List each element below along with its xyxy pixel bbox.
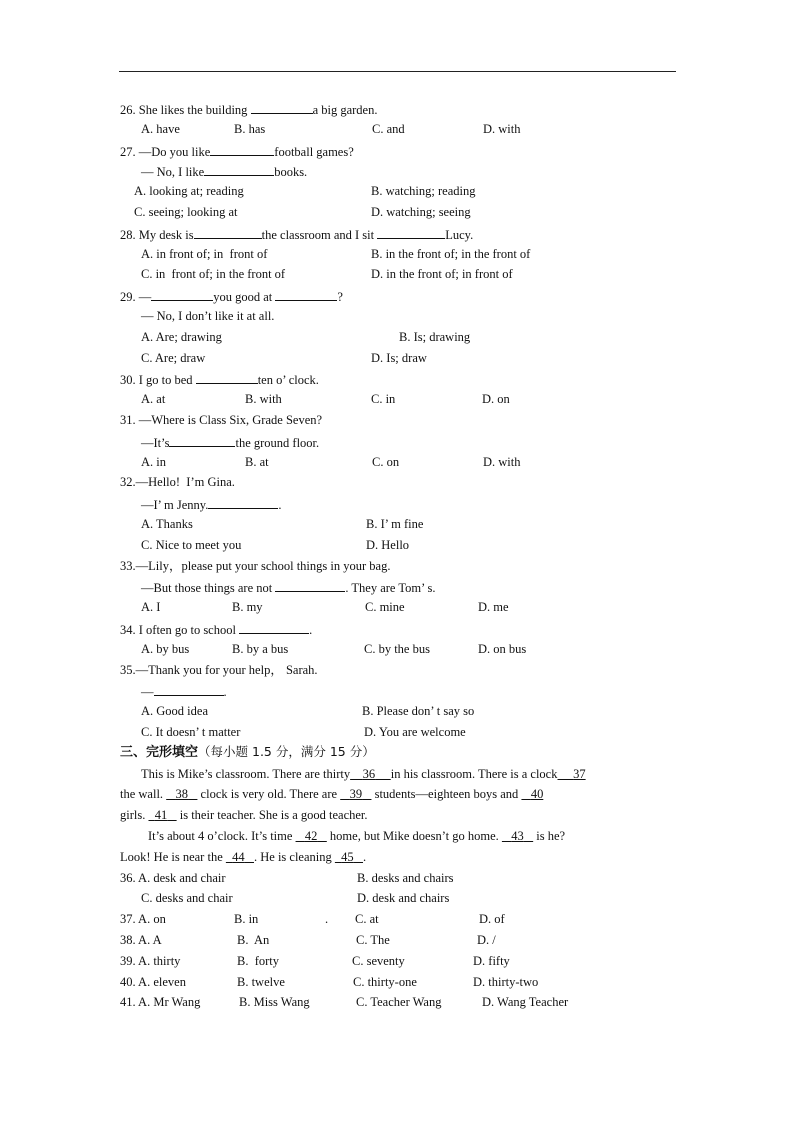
q36-option-c[interactable]: C. desks and chair	[141, 891, 233, 905]
q27-option-d[interactable]: D. watching; seeing	[371, 205, 471, 219]
q37-option-c[interactable]: C. at	[355, 912, 379, 926]
q40-option-b[interactable]: B. twelve	[237, 975, 285, 989]
answer-blank[interactable]	[251, 101, 313, 114]
blank-45[interactable]: 45	[341, 850, 354, 864]
q33-reply: —But those things are not . They are Tom’ s.	[141, 581, 436, 595]
q29-stem: 29. — you good at ?	[120, 290, 343, 304]
q29-reply: — No, I don’t like it at all.	[141, 309, 275, 323]
q30-option-a[interactable]: A. at	[141, 392, 166, 406]
answer-blank[interactable]	[275, 579, 345, 592]
q27-option-b[interactable]: B. watching; reading	[371, 184, 476, 198]
answer-blank[interactable]	[151, 288, 213, 301]
passage-line-3: girls. 41 is their teacher. She is a good teacher.	[120, 808, 368, 822]
blank-37[interactable]: 37	[573, 767, 586, 781]
passage-line-5: Look! He is near the 44 . He is cleaning 45 .	[120, 850, 367, 864]
q30-option-d[interactable]: D. on	[482, 392, 510, 406]
q31-option-a[interactable]: A. in	[141, 455, 166, 469]
answer-blank[interactable]	[194, 226, 262, 239]
answer-blank[interactable]	[377, 226, 445, 239]
answer-blank[interactable]	[169, 434, 235, 447]
q33-option-b[interactable]: B. my	[232, 600, 263, 614]
answer-blank[interactable]	[196, 371, 258, 384]
q32-reply: —I’ m Jenny. .	[141, 498, 282, 512]
blank-36[interactable]: 36	[362, 767, 376, 781]
blank-38[interactable]: 38	[175, 787, 189, 801]
q36-option-a[interactable]: 36. A. desk and chair	[120, 871, 226, 885]
q26-option-d[interactable]: D. with	[483, 122, 521, 136]
q32-option-a[interactable]: A. Thanks	[141, 517, 193, 531]
q35-option-b[interactable]: B. Please don’ t say so	[362, 704, 475, 718]
q28-option-d[interactable]: D. in the front of; in front of	[371, 267, 513, 281]
q39-option-d[interactable]: D. fifty	[473, 954, 510, 968]
q26-option-c[interactable]: C. and	[372, 122, 405, 136]
q34-stem: 34. I often go to school .	[120, 623, 313, 637]
q37-option-d[interactable]: D. of	[479, 912, 505, 926]
q32-option-b[interactable]: B. I’ m fine	[366, 517, 424, 531]
q31-reply: —It’s the ground floor.	[141, 436, 320, 450]
blank-40[interactable]: 40	[530, 787, 544, 801]
q26-option-b[interactable]: B. has	[234, 122, 266, 136]
q35-option-c[interactable]: C. It doesn’ t matter	[141, 725, 241, 739]
answer-blank[interactable]	[275, 288, 337, 301]
q26-stem: 26. She likes the building a big garden.	[120, 103, 378, 117]
q39-option-a[interactable]: 39. A. thirty	[120, 954, 181, 968]
q38-option-d[interactable]: D. /	[477, 933, 496, 947]
q41-option-a[interactable]: 41. A. Mr Wang	[120, 995, 201, 1009]
q41-option-d[interactable]: D. Wang Teacher	[482, 995, 569, 1009]
q34-option-d[interactable]: D. on bus	[478, 642, 527, 656]
q26-option-a[interactable]: A. have	[141, 122, 180, 136]
q30-option-b[interactable]: B. with	[245, 392, 282, 406]
q27-stem: 27. —Do you like football games?	[120, 145, 354, 159]
q28-option-c[interactable]: C. in front of; in the front of	[141, 267, 286, 281]
answer-blank[interactable]	[210, 143, 274, 156]
q33-option-c[interactable]: C. mine	[365, 600, 405, 614]
q40-option-d[interactable]: D. thirty-two	[473, 975, 539, 989]
blank-39[interactable]: 39	[349, 787, 363, 801]
header-rule	[119, 71, 676, 72]
q38-option-a[interactable]: 38. A. A	[120, 933, 162, 947]
section-heading: 三、完形填空（每小题 1.5 分，满分 15 分）	[120, 744, 375, 760]
q27-option-a[interactable]: A. looking at; reading	[134, 184, 244, 198]
q28-stem: 28. My desk is the classroom and I sit Lucy.	[120, 228, 474, 242]
blank-42[interactable]: 42	[304, 829, 318, 843]
q39-option-c[interactable]: C. seventy	[352, 954, 405, 968]
passage-line-4: It’s about 4 o’clock. It’s time 42 home, but Mike doesn’t go home. 43 is he?	[148, 829, 566, 843]
q39-option-b[interactable]: B. forty	[237, 954, 280, 968]
answer-blank[interactable]	[208, 496, 278, 509]
q29-option-b[interactable]: B. Is; drawing	[399, 330, 471, 344]
q34-option-a[interactable]: A. by bus	[141, 642, 190, 656]
q31-stem: 31. —Where is Class Six, Grade Seven?	[120, 413, 323, 427]
q28-option-b[interactable]: B. in the front of; in the front of	[371, 247, 531, 261]
q32-option-c[interactable]: C. Nice to meet you	[141, 538, 242, 552]
q35-option-d[interactable]: D. You are welcome	[364, 725, 466, 739]
q35-reply: — .	[141, 685, 227, 699]
blank-41[interactable]: 41	[154, 808, 168, 822]
q34-option-b[interactable]: B. by a bus	[232, 642, 289, 656]
q41-option-c[interactable]: C. Teacher Wang	[356, 995, 442, 1009]
q33-stem: 33.—Lily，please put your school things in your bag.	[120, 559, 391, 573]
q40-option-a[interactable]: 40. A. eleven	[120, 975, 186, 989]
q36-option-d[interactable]: D. desk and chairs	[357, 891, 450, 905]
q35-option-a[interactable]: A. Good idea	[141, 704, 208, 718]
answer-blank[interactable]	[154, 683, 224, 696]
q29-option-a[interactable]: A. Are; drawing	[141, 330, 222, 344]
q40-option-c[interactable]: C. thirty-one	[353, 975, 417, 989]
q34-option-c[interactable]: C. by the bus	[364, 642, 430, 656]
answer-blank[interactable]	[204, 163, 274, 176]
q37-option-a[interactable]: 37. A. on	[120, 912, 166, 926]
q33-option-a[interactable]: A. I	[141, 600, 161, 614]
q28-option-a[interactable]: A. in front of; in front of	[141, 247, 268, 261]
q27-reply: — No, I like books.	[141, 165, 308, 179]
q38-option-b[interactable]: B. An	[237, 933, 270, 947]
q30-stem: 30. I go to bed ten o’ clock.	[120, 373, 319, 387]
q31-option-c[interactable]: C. on	[372, 455, 400, 469]
blank-43[interactable]: 43	[511, 829, 524, 843]
q29-option-c[interactable]: C. Are; draw	[141, 351, 206, 365]
passage-line-1: This is Mike’s classroom. There are thirty 36 in his classroom. There is a clock 37	[141, 767, 586, 781]
q41-option-b[interactable]: B. Miss Wang	[239, 995, 310, 1009]
q27-option-c[interactable]: C. seeing; looking at	[134, 205, 238, 219]
q29-option-d[interactable]: D. Is; draw	[371, 351, 427, 365]
q30-option-c[interactable]: C. in	[371, 392, 396, 406]
answer-blank[interactable]	[239, 621, 309, 634]
q38-option-c[interactable]: C. The	[356, 933, 390, 947]
blank-44[interactable]: 44	[232, 850, 245, 864]
q33-option-d[interactable]: D. me	[478, 600, 509, 614]
q31-option-d[interactable]: D. with	[483, 455, 521, 469]
q31-option-b[interactable]: B. at	[245, 455, 269, 469]
stray-dot: .	[325, 912, 329, 926]
q32-stem: 32.—Hello! I’m Gina.	[120, 475, 235, 489]
q36-option-b[interactable]: B. desks and chairs	[357, 871, 454, 885]
q35-stem: 35.—Thank you for your help， Sarah.	[120, 663, 318, 677]
q32-option-d[interactable]: D. Hello	[366, 538, 410, 552]
passage-line-2: the wall. 38 clock is very old. There are 39 students—eighteen boys and 40	[120, 787, 544, 801]
q37-option-b[interactable]: B. in	[234, 912, 259, 926]
